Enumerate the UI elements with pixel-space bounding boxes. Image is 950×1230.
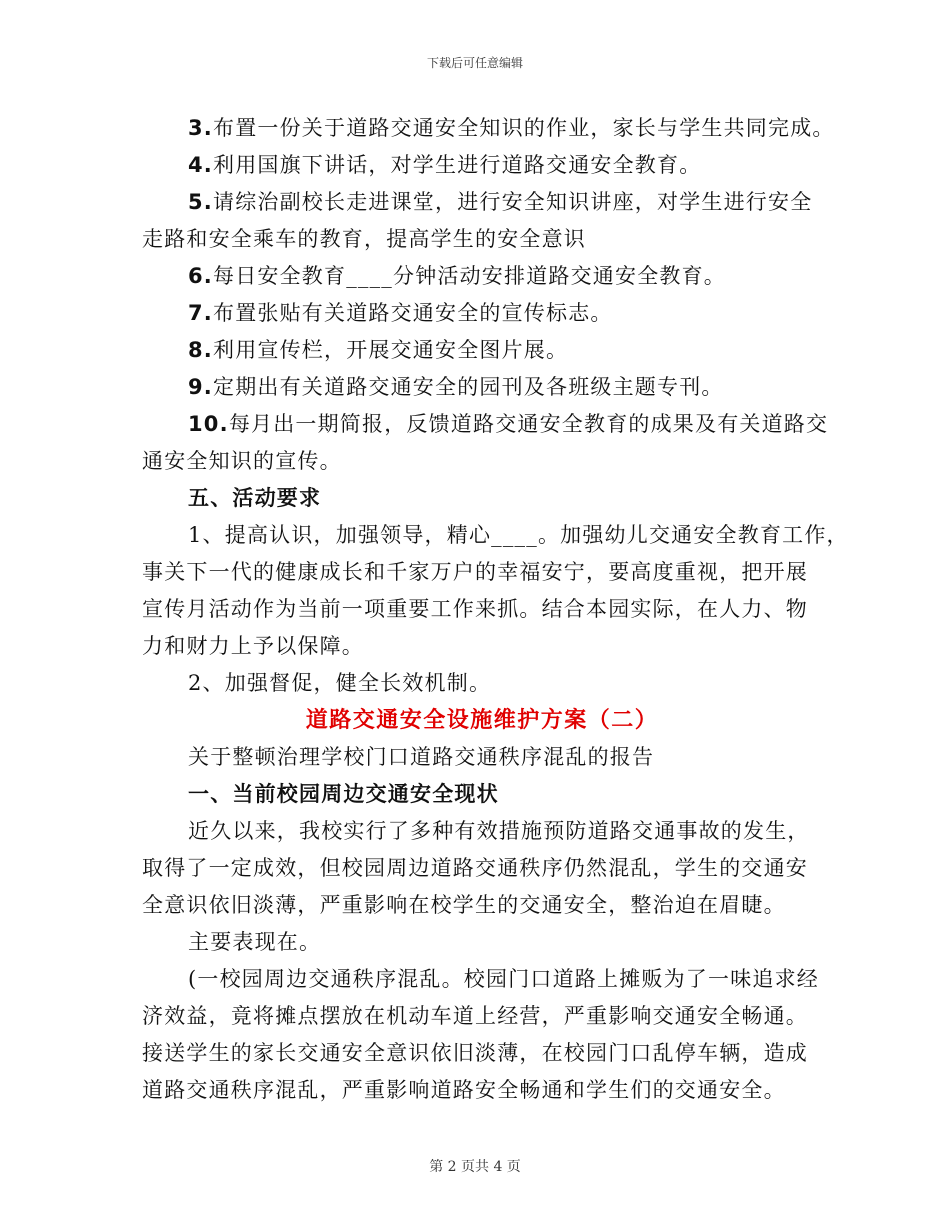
paragraph-line: 1、提高认识，加强领导，精心____。加强幼儿交通安全教育工作， (188, 523, 849, 547)
item-text: 布置张贴有关道路交通安全的宣传标志。 (213, 301, 613, 325)
list-item-7 (142, 295, 822, 332)
paragraph-line: 2、加强督促，健全长效机制。 (188, 671, 492, 695)
report-subtitle: 关于整顿治理学校门口道路交通秩序混乱的报告 (188, 745, 655, 769)
paragraph-line: 力和财力上予以保障。 (142, 634, 364, 658)
item-number: 5. (188, 190, 213, 214)
item-text: 利用国旗下讲话，对学生进行道路交通安全教育。 (213, 153, 702, 177)
item-number: 3. (188, 116, 213, 140)
page-footer: 第 2 页共 4 页 (429, 1159, 521, 1175)
paragraph-line: 全意识依旧淡薄，严重影响在校学生的交通安全，整治迫在眉睫。 (142, 893, 786, 917)
list-item-10 (142, 406, 829, 443)
paragraph-line: 接送学生的家长交通安全意识依旧淡薄，在校园门口乱停车辆，造成 (142, 1041, 808, 1065)
list-item-4 (142, 147, 822, 184)
item-text: 每日安全教育____分钟活动安排道路交通安全教育。 (213, 264, 726, 288)
item-text: 每月出一期简报，反馈道路交通安全教育的成果及有关道路交 (228, 412, 829, 436)
paragraph-line: 走路和安全乘车的教育，提高学生的安全意识 (142, 227, 586, 251)
section-heading: 一、当前校园周边交通安全现状 (188, 782, 499, 806)
item-text: 布置一份关于道路交通安全知识的作业，家长与学生共同完成。 (213, 116, 835, 140)
paragraph-line: 取得了一定成效，但校园周边道路交通秩序仍然混乱，学生的交通安 (142, 856, 808, 880)
item-text: 请综治副校长走进课堂，进行安全知识讲座，对学生进行安全 (213, 190, 813, 214)
list-item-3 (142, 110, 835, 147)
paragraph-line: 事关下一代的健康成长和千家万户的幸福安宁，要高度重视，把开展 (142, 560, 808, 584)
document-title: 道路交通安全设施维护方案（二） (305, 708, 659, 733)
item-number: 4. (188, 153, 213, 177)
item-number: 6. (188, 264, 213, 288)
document-body (142, 110, 849, 1109)
paragraph-line: 主要表现在。 (188, 930, 322, 954)
item-text: 定期出有关道路交通安全的园刊及各班级主题专刊。 (213, 375, 724, 399)
paragraph-line: 济效益，竟将摊点摆放在机动车道上经营，严重影响交通安全畅通。 (142, 1004, 808, 1028)
page-header: 下载后可任意编辑 (426, 56, 523, 70)
list-item-8 (142, 332, 822, 369)
list-item-9 (142, 369, 822, 406)
item-number: 7. (188, 301, 213, 325)
paragraph-line: 近久以来，我校实行了多种有效措施预防道路交通事故的发生， (188, 819, 810, 843)
item-text: 利用宣传栏，开展交通安全图片展。 (213, 338, 569, 362)
item-number: 10. (188, 412, 229, 436)
paragraph-line: 通安全知识的宣传。 (142, 449, 342, 473)
item-number: 9. (188, 375, 213, 399)
paragraph-line: 宣传月活动作为当前一项重要工作来抓。结合本园实际，在人力、物 (142, 597, 808, 621)
list-item-6 (142, 258, 822, 295)
item-number: 8. (188, 338, 213, 362)
section-heading: 五、活动要求 (188, 486, 322, 510)
list-item-5 (142, 184, 822, 221)
paragraph-line: 道路交通秩序混乱，严重影响道路安全畅通和学生们的交通安全。 (142, 1078, 786, 1102)
paragraph-line: (一校园周边交通秩序混乱。校园门口道路上摊贩为了一味追求经 (188, 967, 819, 991)
